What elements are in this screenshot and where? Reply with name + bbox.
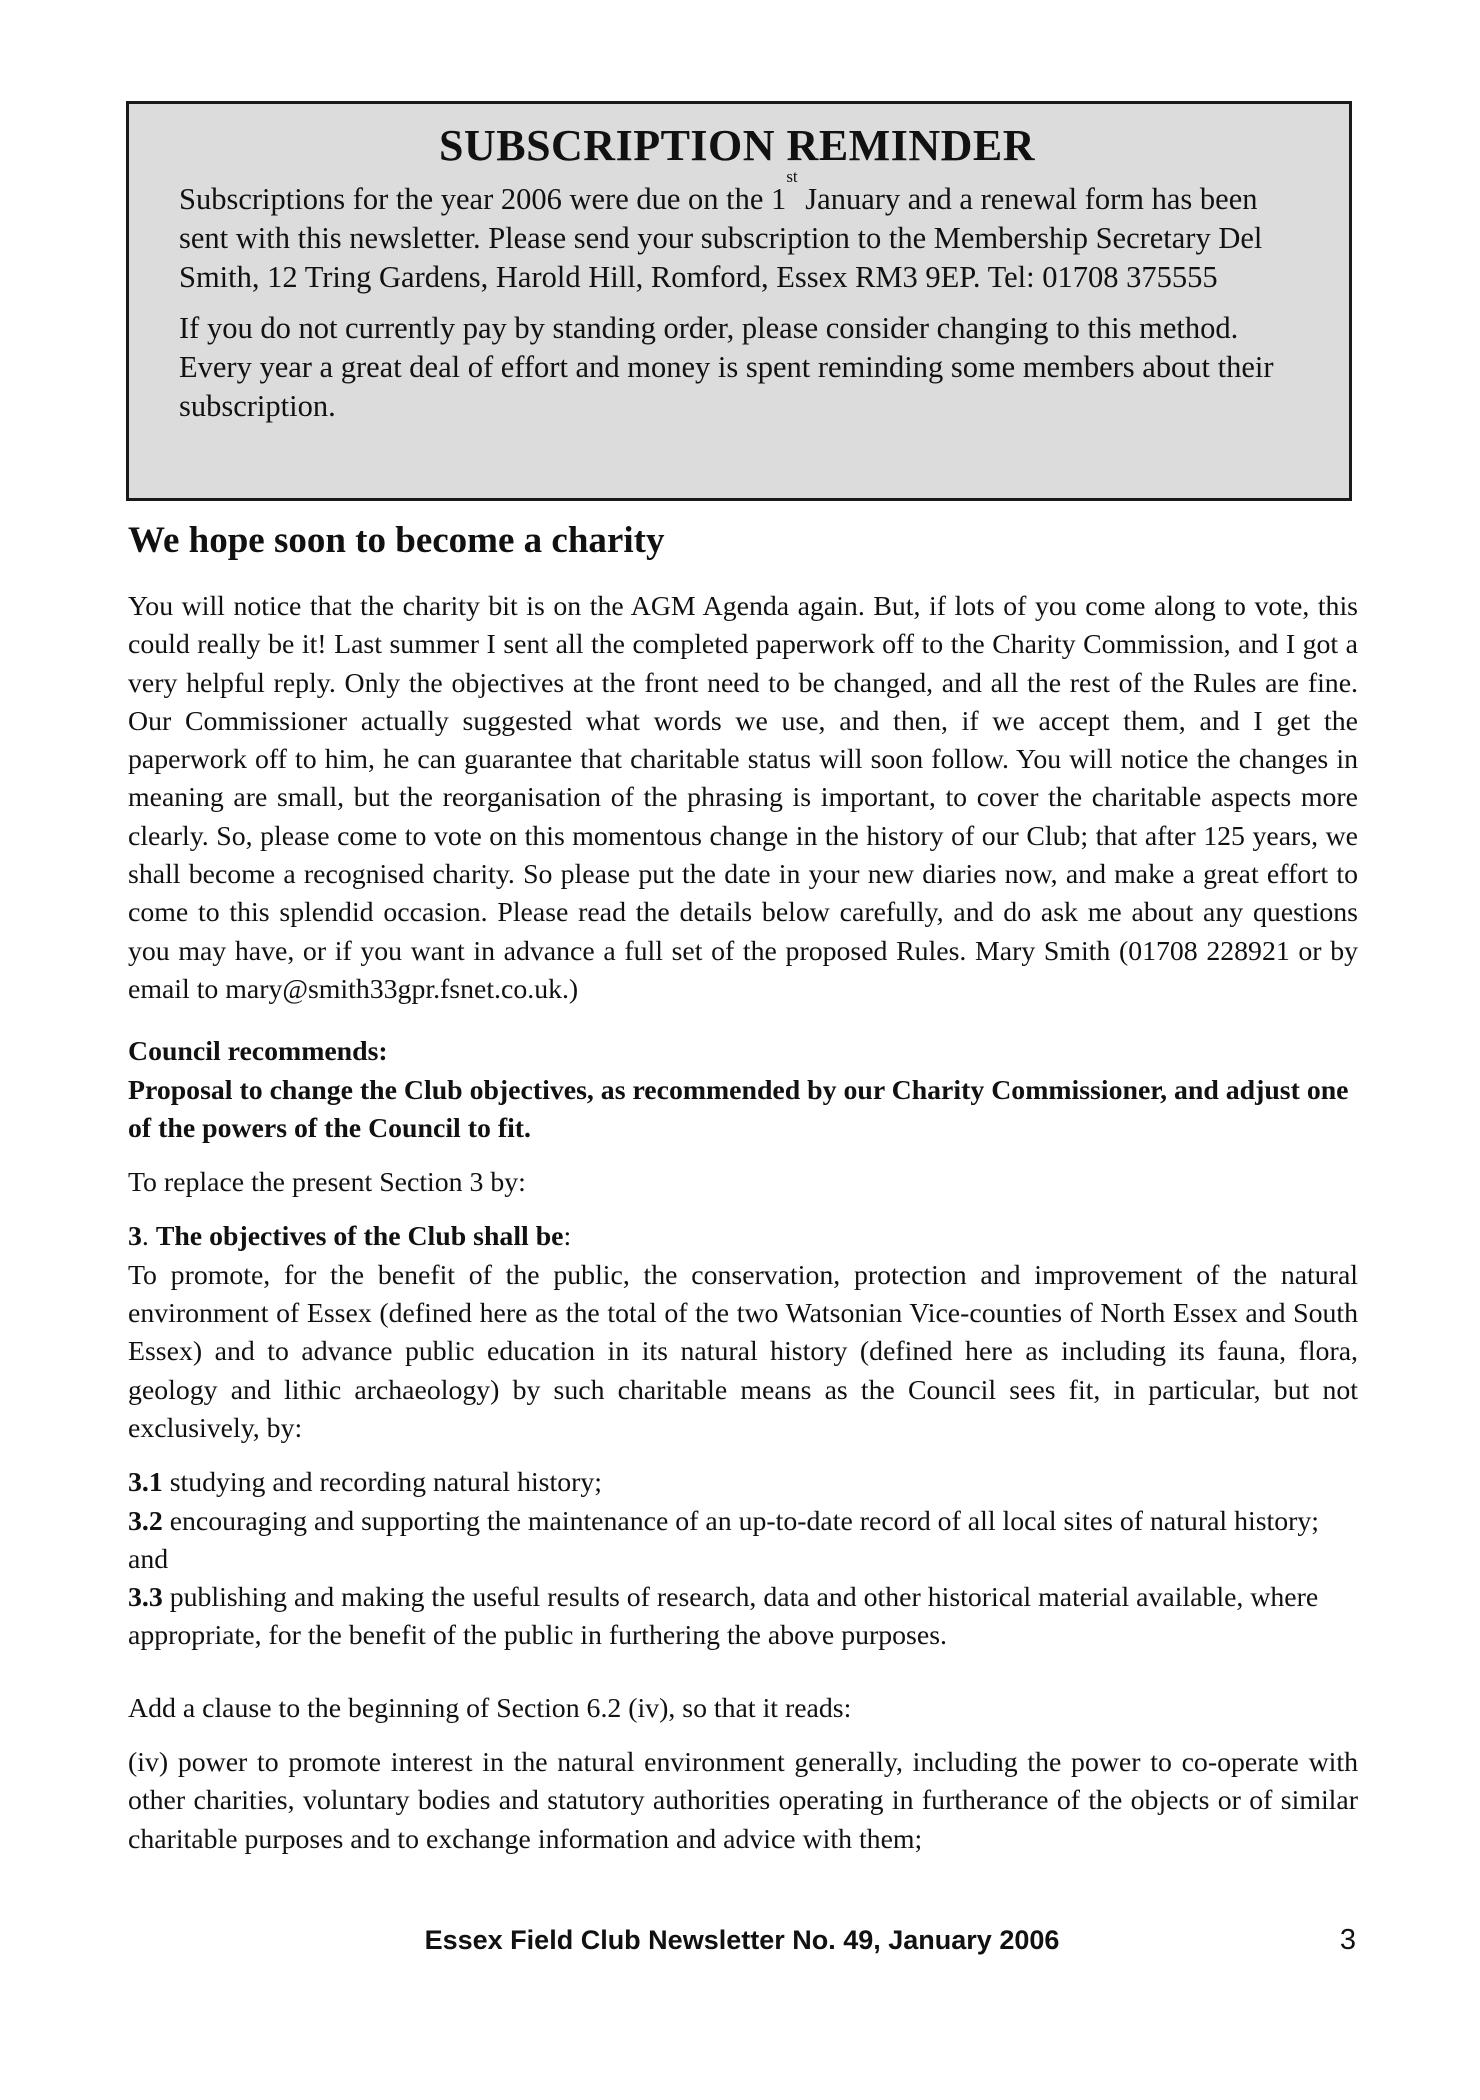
section-3-title: The objectives of the Club shall be — [155, 1221, 564, 1253]
list-item — [128, 1464, 1358, 1502]
footer-title: Essex Field Club Newsletter No. 49, January 2006 — [424, 1925, 1060, 1955]
list-item — [128, 1503, 1358, 1580]
item-number: 3.3 — [128, 1582, 163, 1614]
clause-iv: (iv) power to promote interest in the natural environment generally, including the power to co-operate with other charities, voluntary bodies and statutory authorities operating in furtherance of the objects or of similar charitable purposes and to exchange information and advice with them; — [128, 1747, 1358, 1855]
item-number: 3.2 — [128, 1505, 163, 1537]
item-text: publishing and making the useful results of research, data and other historical material available, where appropriate, for the benefit of the public in furthering the above purposes. — [128, 1582, 1319, 1652]
list-item — [128, 1579, 1358, 1656]
item-number: 3.1 — [128, 1467, 163, 1499]
council-recommends: Council recommends: — [128, 1036, 388, 1068]
item-text: encouraging and supporting the maintenance of an up-to-date record of all local sites of natural history; and — [128, 1505, 1320, 1575]
reminder-paragraph-1 — [179, 167, 1295, 297]
section-3-colon: : — [563, 1221, 572, 1253]
proposal-heading: Proposal to change the Club objectives, as recommended by our Charity Commissioner, and adjust one of the powers of the Council to fit. — [128, 1074, 1349, 1144]
section-3-body: To promote, for the benefit of the public, the conservation, protection and improvement of the natural environment of Essex (defined here as the total of the two Watsonian Vice-counties of North Essex and South Essex) and to advance public education in its natural history (defined here as including its fauna, flora, geology and lithic archaeology) by such charitable means as the Council sees fit, in particular, but not exclusively, by: — [128, 1259, 1358, 1444]
reminder-paragraph-2: If you do not currently pay by standing order, please consider changing to this method. Every year a great deal of effort and money is spent reminding some members about their subscription. — [179, 311, 1274, 423]
reminder-title: SUBSCRIPTION REMINDER — [438, 121, 1036, 170]
article-heading: We hope soon to become a charity — [128, 520, 665, 561]
page-footer — [128, 1920, 1356, 1960]
article — [128, 516, 1358, 1859]
ordinal-suffix: st — [786, 167, 798, 186]
reminder-p1-start: Subscriptions for the year 2006 were due on the 1 — [179, 182, 787, 216]
add-clause-note: Add a clause to the beginning of Section 6.2 (iv), so that it reads: — [128, 1692, 852, 1724]
reminder-p1-rest: January and a renewal form has been sent with this newsletter. Please send your subscription to the Membership Secretary Del Smith, 12 Tring Gardens, Harold Hill, Romford, Essex RM3 9EP. Tel: 01708 375555 — [179, 182, 1263, 294]
item-text: studying and recording natural history; — [162, 1467, 603, 1499]
replace-section-note: To replace the present Section 3 by: — [128, 1167, 526, 1199]
section-3-dot: . — [141, 1221, 156, 1253]
article-intro: You will notice that the charity bit is on the AGM Agenda again. But, if lots of you come along to vote, this could really be it! Last summer I sent all the completed paperwork off to the Charity Commission, and I got a very helpful reply. Only the objectives at the front need to be changed, and all the rest of the Rules are fine. Our Commissioner actually suggested what words we use, and then, if we accept them, and I get the paperwork off to him, he can guarantee that charitable status will soon follow. You will notice the changes in meaning are small, but the reorganisation of the phrasing is important, to cover the charitable aspects more clearly. So, please come to vote on this momentous change in the history of our Club; that after 125 years, we shall become a recognised charity. So please put the date in your new diaries now, and make a great effort to come to this splendid occasion. Please read the details below carefully, and do ask me about any questions you may have, or if you want in advance a full set of the proposed Rules. Mary Smith (01708 228921 or by email to mary@smith33gpr.fsnet.co.uk.) — [128, 591, 1358, 1005]
section-3-number: 3 — [128, 1221, 142, 1253]
page-number: 3 — [1339, 1924, 1356, 1956]
subscription-reminder-box — [126, 101, 1352, 501]
section-3-heading — [128, 1218, 1358, 1256]
